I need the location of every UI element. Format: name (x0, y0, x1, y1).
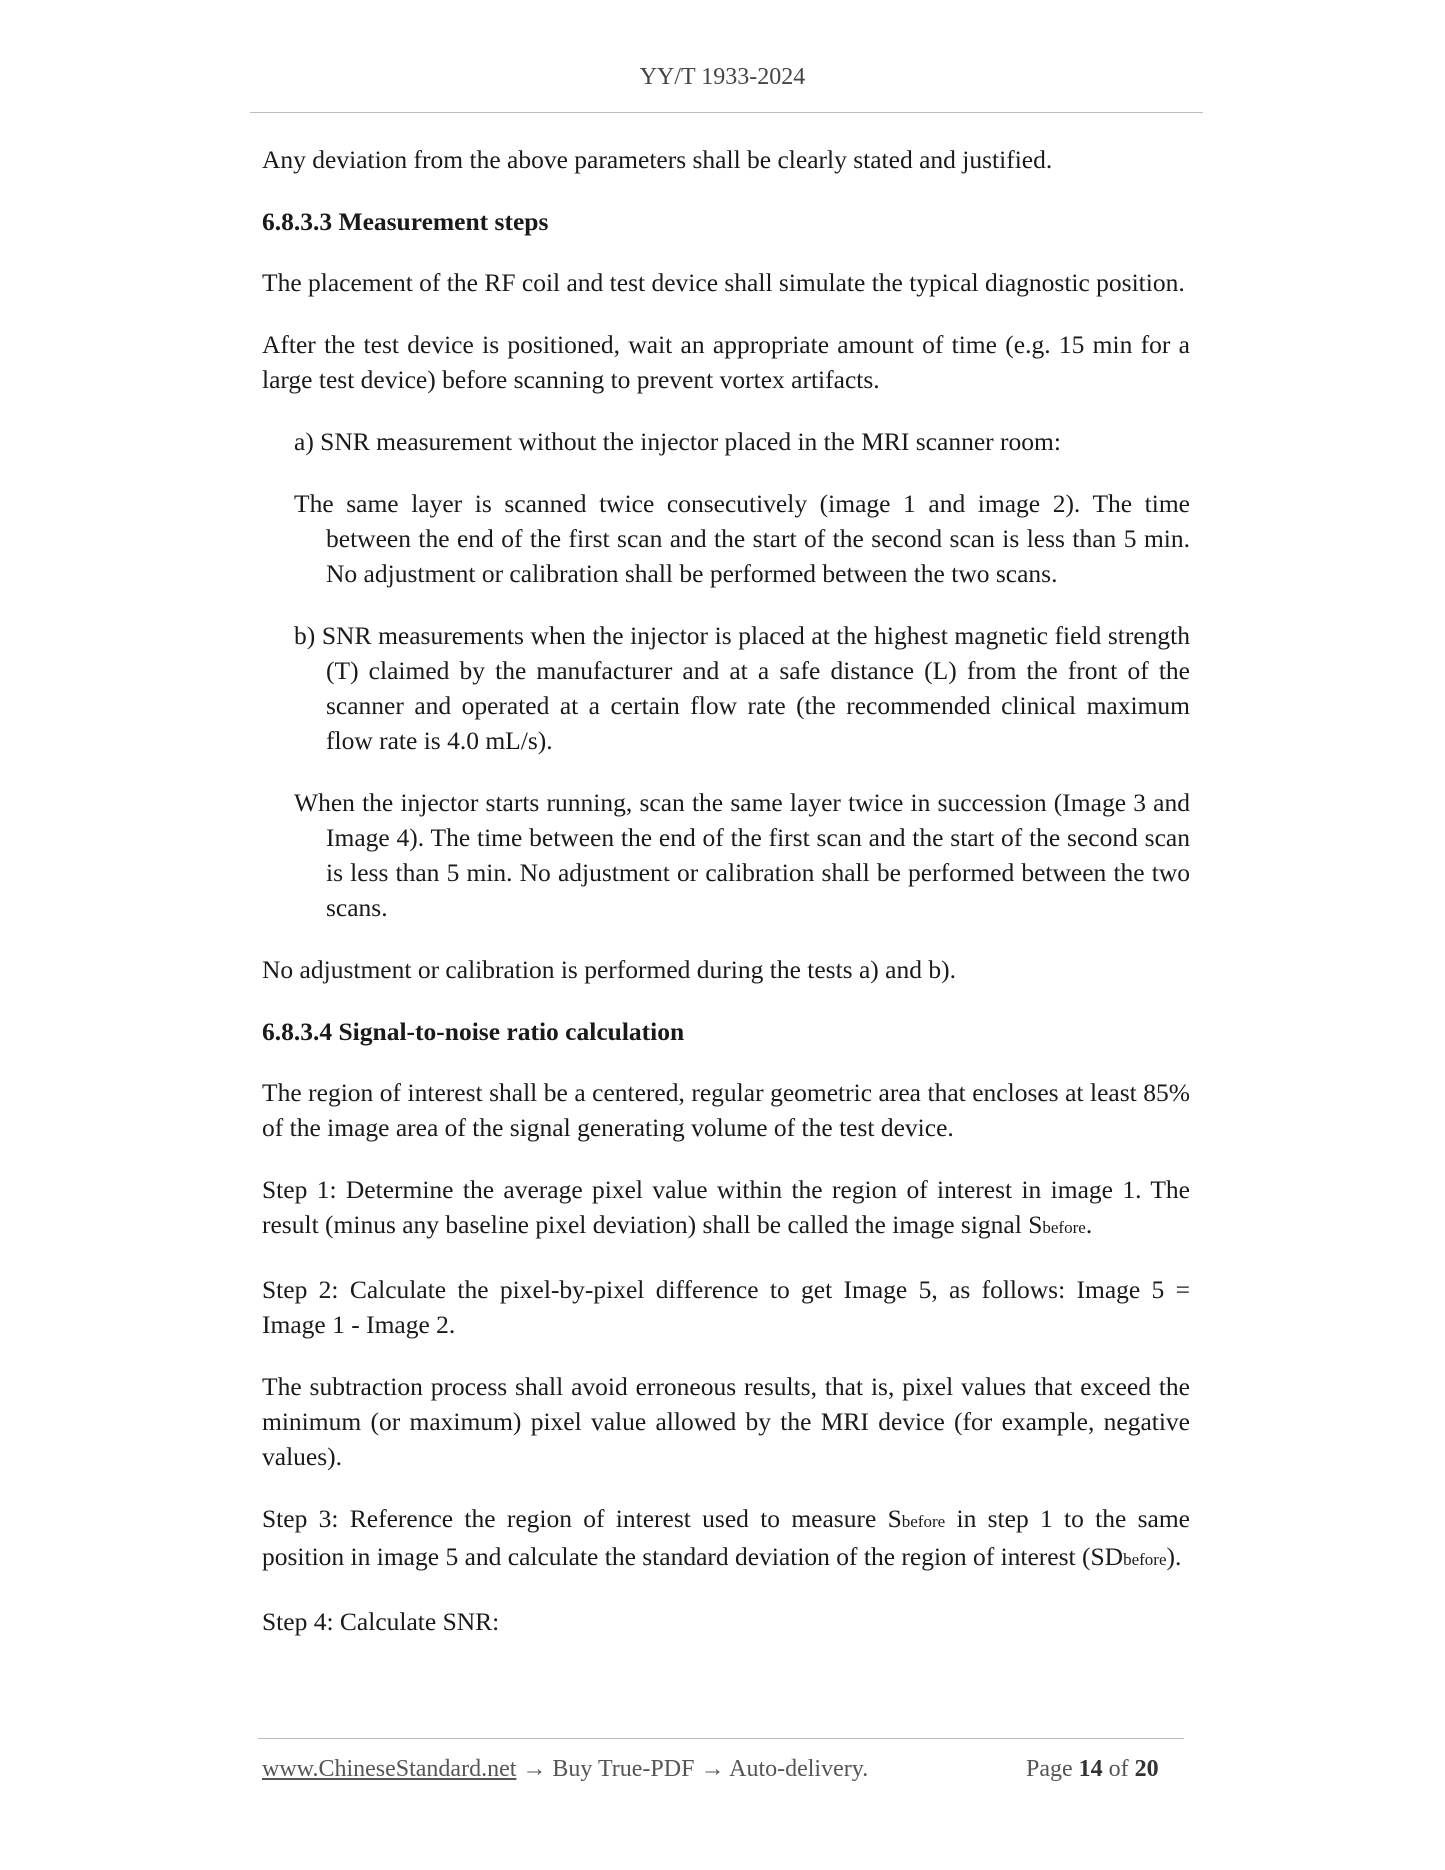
paragraph-placement: The placement of the RF coil and test device shall simulate the typical diagnostic position. (262, 268, 1185, 297)
paragraph-subtraction: The subtraction process shall avoid erroneous results, that is, pixel values that exceed the minimum (or maximum) pixel value allowed by the MRI device (for example, negative values). (262, 1372, 1190, 1471)
promo-text: → Buy True-PDF → Auto-delivery. (516, 1756, 869, 1782)
paragraph-wait: After the test device is positioned, wait an appropriate amount of time (e.g. 15 min for a large test device) before scanning to prevent vortex artifacts. (262, 330, 1190, 394)
page-content (262, 142, 1190, 1666)
subscript-before: before (1123, 1550, 1167, 1569)
list-item-b: b) SNR measurements when the injector is placed at the highest magnetic field strength (T) claimed by the manufacturer and at a safe distance (L) from the front of the scanner and operated at a certain flow rate (the recommended clinical maximum flow rate is 4.0 mL/s). (294, 621, 1190, 755)
footer-divider (258, 1738, 1184, 1739)
step-3-end: ). (1166, 1542, 1182, 1571)
page-label: Page (1026, 1756, 1079, 1782)
total-pages: 20 (1134, 1756, 1159, 1782)
paragraph-region-of-interest: The region of interest shall be a centered, regular geometric area that encloses at least 85% of the image area of the signal generating volume of the test device. (262, 1078, 1190, 1142)
list-item-a-detail: The same layer is scanned twice consecutively (image 1 and image 2). The time between the end of the first scan and the start of the second scan is less than 5 min. No adjustment or calibration shall be performed between the two scans. (294, 489, 1190, 588)
header-divider (250, 112, 1203, 113)
step-1-end: . (1085, 1210, 1093, 1239)
paragraph-step-4: Step 4: Calculate SNR: (262, 1607, 500, 1636)
paragraph-no-adjustment: No adjustment or calibration is performed during the tests a) and b). (262, 955, 956, 984)
paragraph-step-3 (262, 1501, 1190, 1577)
subscript-before: before (1042, 1218, 1086, 1237)
site-link[interactable]: www.ChineseStandard.net (262, 1756, 517, 1782)
paragraph-step-2: Step 2: Calculate the pixel-by-pixel difference to get Image 5, as follows: Image 5 = Image 1 - Image 2. (262, 1275, 1190, 1339)
list-item-b-detail: When the injector starts running, scan the same layer twice in succession (Image 3 and Image 4). The time between the end of the first scan and the start of the second scan is less than 5 min. No adjustment or calibration shall be performed between the two scans. (294, 788, 1190, 922)
step-1-text: Step 1: Determine the average pixel value within the region of interest in image 1. The result (minus any baseline pixel deviation) shall be called the image signal S (262, 1175, 1190, 1239)
step-3-text-middle: in step 1 to the same position in image 5 and calculate the standard deviation of the region of interest (SD (262, 1504, 1191, 1571)
paragraph-step-1 (262, 1172, 1190, 1245)
paragraph-deviation: Any deviation from the above parameters shall be clearly stated and justified. (262, 145, 1053, 174)
current-page: 14 (1078, 1756, 1103, 1782)
footer-promo (262, 1756, 868, 1783)
subscript-before: before (901, 1512, 946, 1531)
heading-snr-calculation: 6.8.3.4 Signal-to-noise ratio calculation (262, 1017, 685, 1046)
document-id-header: YY/T 1933-2024 (639, 64, 806, 90)
heading-measurement-steps: 6.8.3.3 Measurement steps (262, 207, 549, 236)
page-number (1026, 1756, 1159, 1783)
of-label: of (1102, 1756, 1135, 1782)
step-3-text-start: Step 3: Reference the region of interest used to measure S (262, 1504, 902, 1533)
list-item-a: a) SNR measurement without the injector placed in the MRI scanner room: (294, 427, 1061, 456)
